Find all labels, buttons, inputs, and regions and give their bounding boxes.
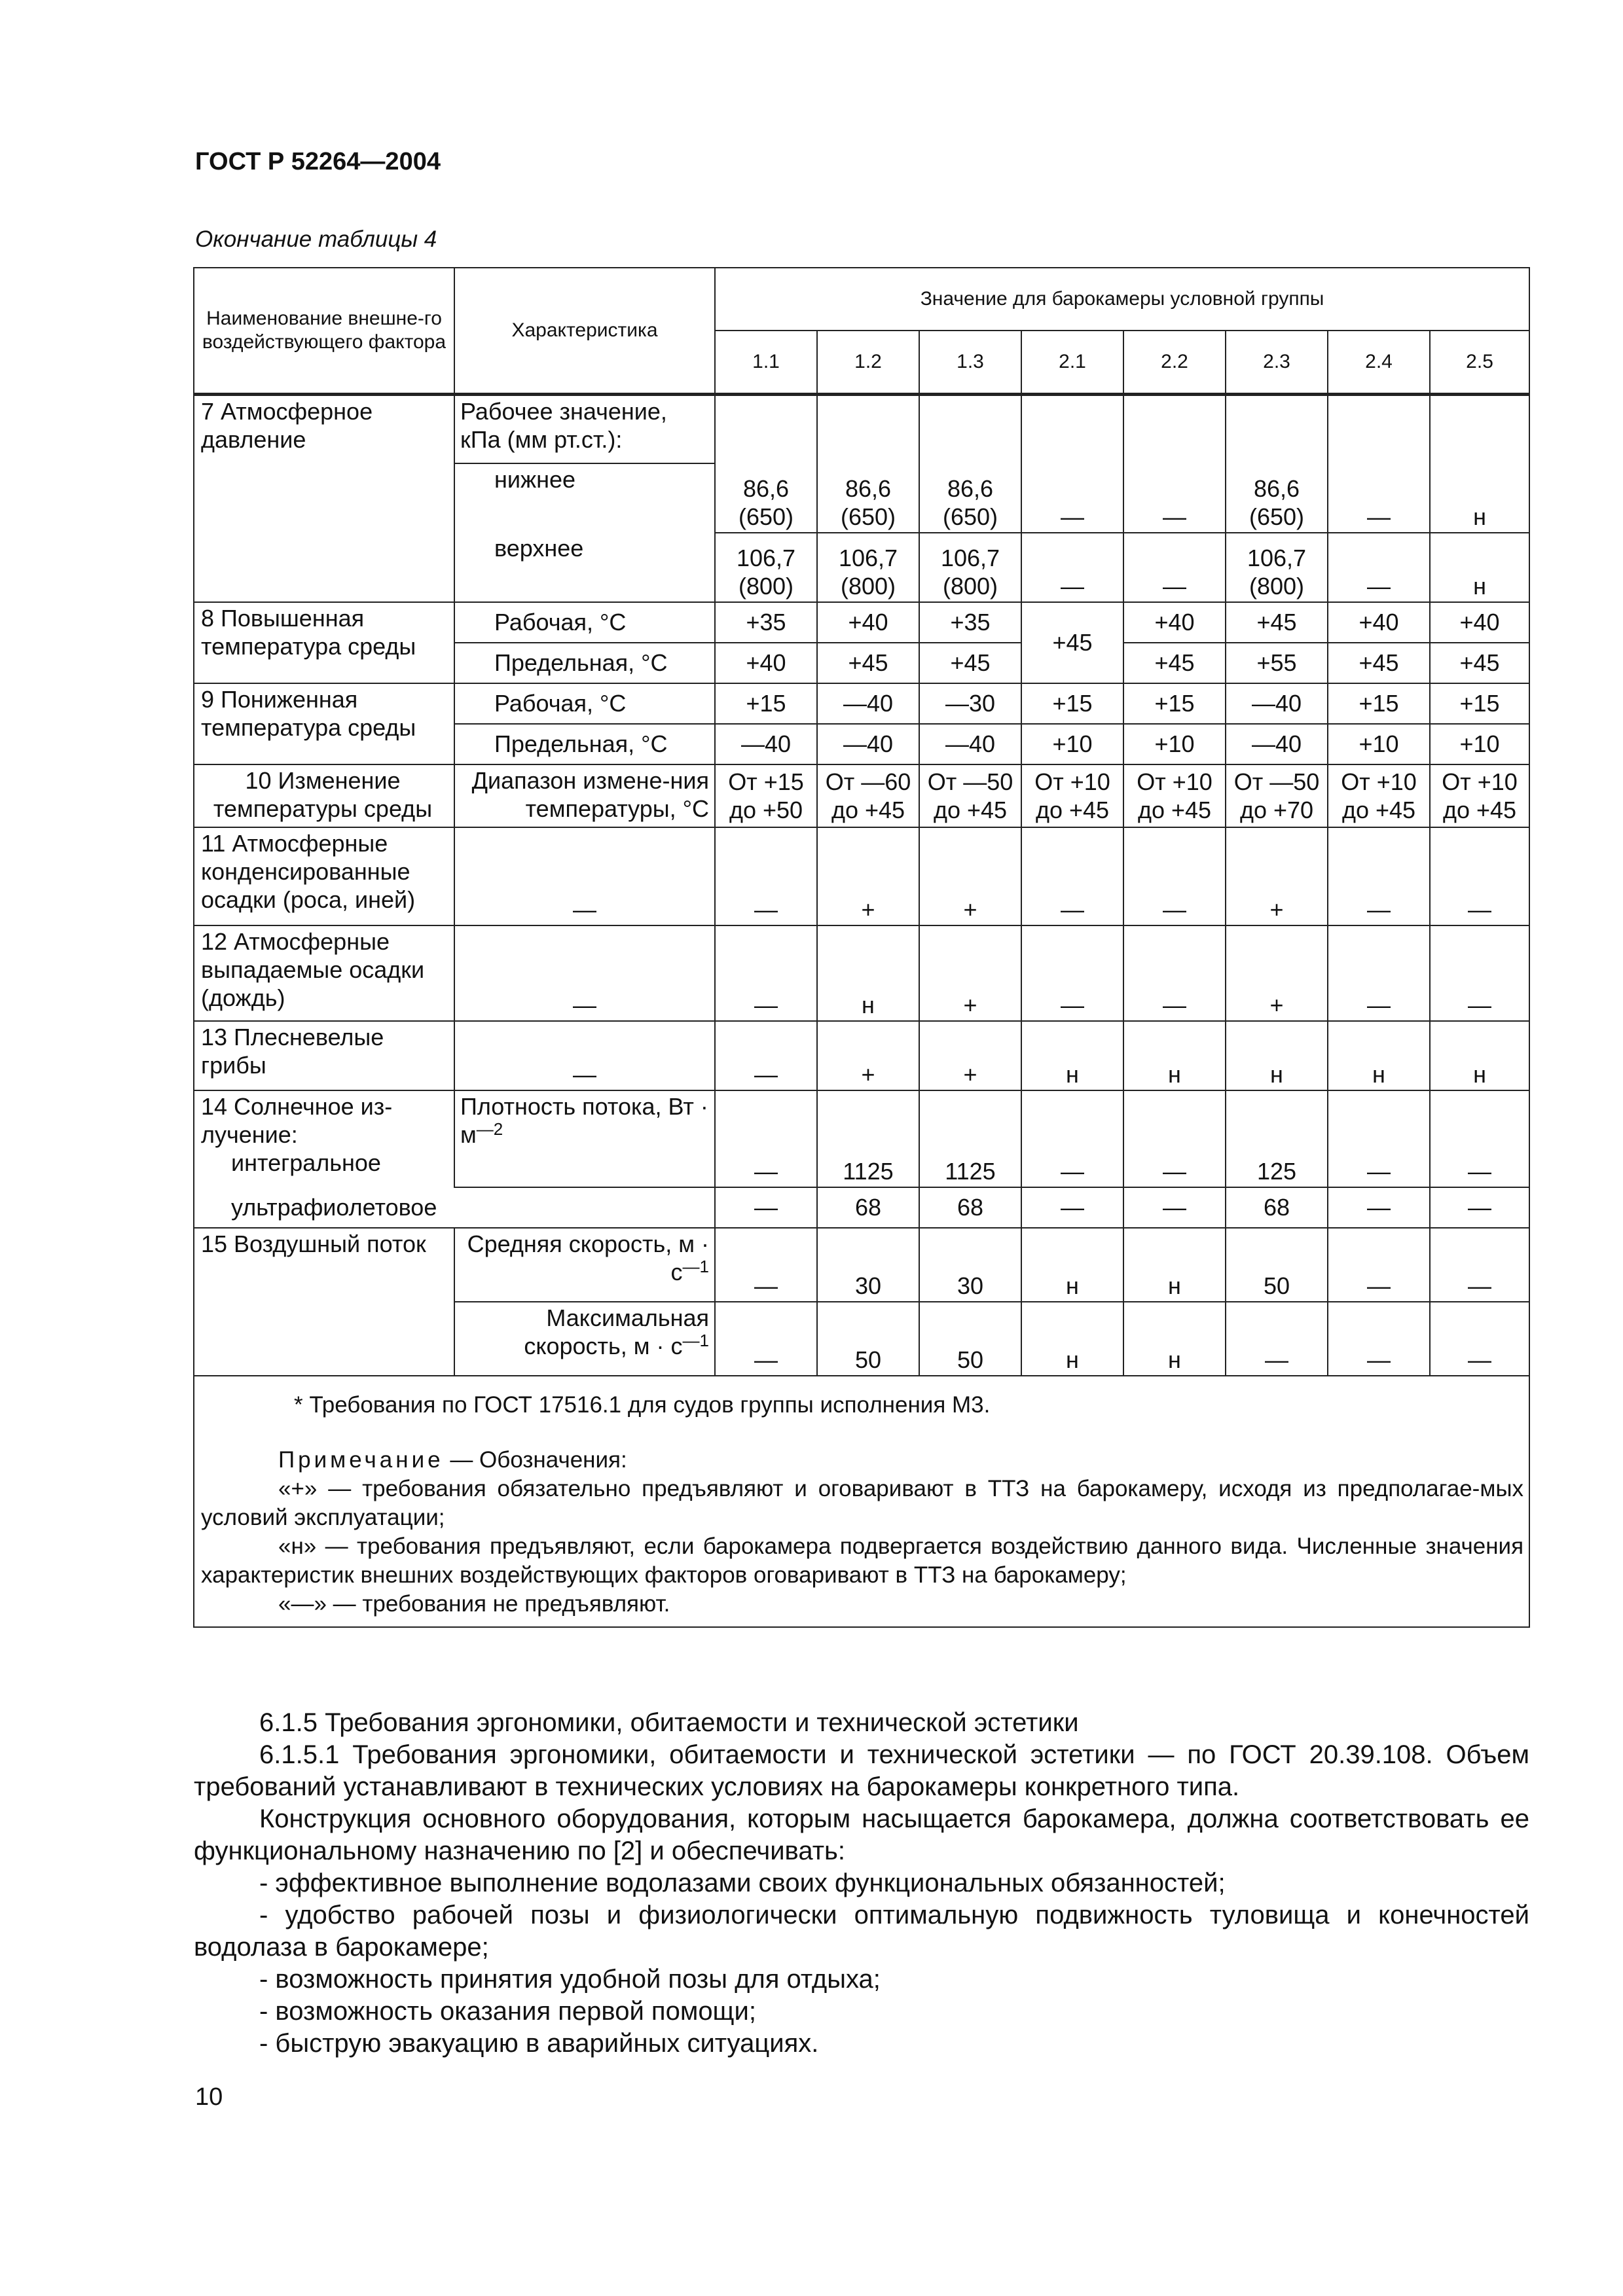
value-cell: От —50 до +45 (919, 764, 1021, 827)
value-cell: + (1226, 827, 1328, 925)
characteristic-cell: Рабочая, °С (454, 602, 715, 643)
footnote: * Требования по ГОСТ 17516.1 для судов группы исполнения М3. (294, 1391, 991, 1418)
body-text (194, 1707, 1529, 2060)
value-cell: От +10 до +45 (1123, 764, 1226, 827)
value-cell: — (715, 1228, 817, 1302)
value-cell: — (1430, 1302, 1529, 1376)
group-header: 2.5 (1430, 331, 1529, 395)
value-cell: +15 (715, 683, 817, 724)
value-cell: н (817, 925, 919, 1021)
value-cell: — (715, 1302, 817, 1376)
table-row (194, 925, 1529, 1021)
value-cell: + (919, 827, 1021, 925)
value-cell: 86,6 (650) (817, 463, 919, 533)
value-cell: 106,7 (800) (919, 533, 1021, 602)
value-cell: +10 (1328, 724, 1430, 764)
value-cell: +45 (919, 643, 1021, 683)
factor-cell: 11 Атмосферные конденсированные осадки (роса, иней) (194, 827, 454, 925)
value-cell: — (1430, 1090, 1529, 1187)
characteristic-exponent: —1 (682, 1256, 709, 1276)
value-cell: +35 (919, 602, 1021, 643)
value-cell: 50 (817, 1302, 919, 1376)
table-container (193, 267, 1529, 1628)
value-cell: — (1328, 925, 1430, 1021)
value-cell: — (1123, 925, 1226, 1021)
table-notes-row (194, 1376, 1529, 1627)
characteristic-cell: Предельная, °С (454, 643, 715, 683)
table-caption: Окончание таблицы 4 (195, 226, 437, 252)
value-cell: 125 (1226, 1090, 1328, 1187)
value-cell: н (1226, 1021, 1328, 1090)
value-cell: +15 (1021, 683, 1123, 724)
section-heading: 6.1.5 Требования эргономики, обитаемости и технической эстетики (259, 1708, 1079, 1737)
value-cell: + (817, 1021, 919, 1090)
value-cell: 106,7 (800) (1226, 533, 1328, 602)
note-heading-rest: — Обозначения: (443, 1446, 627, 1473)
value-cell: —30 (919, 683, 1021, 724)
value-cell: От +10 до +45 (1021, 764, 1123, 827)
value-cell: +45 (1328, 643, 1430, 683)
factor-label: 14 Солнечное из-лучение: (201, 1092, 393, 1148)
characteristic-label: нижнее (494, 465, 575, 493)
value-cell: 86,6 (650) (715, 463, 817, 533)
document-code: ГОСТ Р 52264—2004 (195, 148, 441, 175)
value-cell: н (1021, 1302, 1123, 1376)
characteristic-cell (454, 533, 715, 602)
value-cell: н (1123, 1228, 1226, 1302)
factor-cell: 10 Изменение температуры среды (194, 764, 454, 827)
value-cell: н (1123, 1302, 1226, 1376)
note-word: Примечание (278, 1446, 444, 1473)
note-dash: «—» — требования не предъявляют. (278, 1590, 670, 1617)
characteristic-cell (454, 1090, 715, 1187)
characteristic-cell: Рабочая, °С (454, 683, 715, 724)
value-cell: — (1021, 1090, 1123, 1187)
paragraph: Конструкция основного оборудования, которым насыщается барокамера, должна соответствовать ее функциональному назначению по [2] и обеспечивать: (194, 1804, 1529, 1865)
table-row (194, 764, 1529, 827)
list-item: - возможность принятия удобной позы для отдыха; (259, 1965, 881, 1994)
value-cell: — (1328, 1228, 1430, 1302)
value-cell: — (1123, 827, 1226, 925)
group-header: 2.1 (1021, 331, 1123, 395)
value-cell: н (1123, 1021, 1226, 1090)
page-number: 10 (195, 2083, 223, 2111)
value-cell: —40 (817, 724, 919, 764)
group-header: 1.2 (817, 331, 919, 395)
factor-cell: 8 Повышенная температура среды (194, 602, 454, 683)
group-header: 1.3 (919, 331, 1021, 395)
factor-sublabel: ультрафиолетовое (194, 1187, 715, 1228)
value-cell: —40 (1226, 683, 1328, 724)
characteristic-cell (454, 1302, 715, 1376)
factor-cell: 12 Атмосферные выпадаемые осадки (дождь) (194, 925, 454, 1021)
value-cell: 86,6 (650) (1226, 463, 1328, 533)
characteristic-exponent: —2 (476, 1119, 503, 1139)
characteristic-cell: — (454, 925, 715, 1021)
group-header: 2.2 (1123, 331, 1226, 395)
value-cell: + (817, 827, 919, 925)
value-cell: 1125 (919, 1090, 1021, 1187)
characteristic-cell: — (454, 1021, 715, 1090)
value-cell: +15 (1328, 683, 1430, 724)
value-cell: — (1328, 1187, 1430, 1228)
group-header: 1.1 (715, 331, 817, 395)
table-row (194, 1021, 1529, 1090)
value-cell: —40 (715, 724, 817, 764)
value-cell: — (1123, 463, 1226, 533)
value-cell: 68 (817, 1187, 919, 1228)
value-cell: +45 (1123, 643, 1226, 683)
value-cell: +45 (1021, 602, 1123, 683)
header-group-values: Значение для барокамеры условной группы (715, 268, 1529, 331)
table-row (194, 1090, 1529, 1187)
table-row (194, 395, 1529, 463)
factor-cell (194, 395, 454, 602)
value-cell: +40 (817, 602, 919, 643)
table-notes (194, 1376, 1529, 1627)
value-cell: +10 (1021, 724, 1123, 764)
value-cell: — (715, 1090, 817, 1187)
value-cell: — (1430, 925, 1529, 1021)
header-characteristic: Характеристика (454, 268, 715, 395)
value-cell: — (1021, 827, 1123, 925)
value-cell: От +10 до +45 (1328, 764, 1430, 827)
table-row (194, 827, 1529, 925)
value-cell: 30 (919, 1228, 1021, 1302)
value-cell: От +15 до +50 (715, 764, 817, 827)
note-plus: «+» — требования обязательно предъявляют и оговаривают в ТТЗ на барокамеру, исходя из предполагае-мых условий эксплуатации; (201, 1475, 1524, 1530)
value-cell: — (1021, 1187, 1123, 1228)
value-cell: 106,7 (800) (817, 533, 919, 602)
characteristic-label: верхнее (494, 534, 584, 562)
value-cell: От +10 до +45 (1430, 764, 1529, 827)
value-cell: 68 (1226, 1187, 1328, 1228)
value-cell: +40 (1123, 602, 1226, 643)
value-cell: +15 (1123, 683, 1226, 724)
list-item: - возможность оказания первой помощи; (259, 1997, 756, 2026)
value-cell: 50 (1226, 1228, 1328, 1302)
paragraph: 6.1.5.1 Требования эргономики, обитаемости и технической эстетики — по ГОСТ 20.39.108. Объем требований устанавливают в технических условиях на барокамеры конкретного типа. (194, 1740, 1529, 1801)
value-cell: н (1021, 1021, 1123, 1090)
value-cell: От —50 до +70 (1226, 764, 1328, 827)
characteristic-cell: Диапазон измене-ния температуры, °С (454, 764, 715, 827)
value-cell: — (1021, 533, 1123, 602)
characteristic-cell: Предельная, °С (454, 724, 715, 764)
value-cell: + (919, 925, 1021, 1021)
value-cell: +10 (1430, 724, 1529, 764)
value-cell: н (1021, 1228, 1123, 1302)
value-cell: — (715, 1187, 817, 1228)
value-cell: — (1123, 533, 1226, 602)
list-item: - быструю эвакуацию в аварийных ситуациях. (259, 2029, 819, 2058)
value-cell: — (1430, 827, 1529, 925)
value-cell: — (1123, 1090, 1226, 1187)
value-cell: — (1328, 1302, 1430, 1376)
value-cell: +15 (1430, 683, 1529, 724)
group-header: 2.4 (1328, 331, 1430, 395)
value-cell: —40 (919, 724, 1021, 764)
value-cell: н (1328, 1021, 1430, 1090)
characteristic-cell (454, 463, 715, 533)
value-cell: н (1430, 533, 1529, 602)
characteristic-label: Максимальная скорость, м · с (524, 1304, 709, 1359)
value-cell: От —60 до +45 (817, 764, 919, 827)
value-cell: —40 (1226, 724, 1328, 764)
characteristic-cell (454, 1228, 715, 1302)
factor-cell: 9 Пониженная температура среды (194, 683, 454, 764)
value-cell: — (715, 1021, 817, 1090)
value-cell: н (1430, 463, 1529, 533)
table-row (194, 683, 1529, 724)
note-heading (201, 1446, 1523, 1475)
table-row (194, 1228, 1529, 1302)
value-cell: 1125 (817, 1090, 919, 1187)
value-cell: 68 (919, 1187, 1021, 1228)
value-cell: — (1430, 1228, 1529, 1302)
value-cell: —40 (817, 683, 919, 724)
table-row (194, 602, 1529, 643)
value-cell: +45 (817, 643, 919, 683)
header-factor: Наименование внешне-го воздействующего фактора (194, 268, 454, 395)
value-cell: +10 (1123, 724, 1226, 764)
value-cell: 86,6 (650) (919, 463, 1021, 533)
table-row (194, 1187, 1529, 1228)
value-cell: + (1226, 925, 1328, 1021)
value-cell: 106,7 (800) (715, 533, 817, 602)
value-cell: н (1430, 1021, 1529, 1090)
factor-sublabel: интегральное (231, 1149, 381, 1176)
value-cell: 50 (919, 1302, 1021, 1376)
value-cell: +45 (1430, 643, 1529, 683)
value-cell: — (1226, 1302, 1328, 1376)
factor-cell (194, 1090, 454, 1187)
value-cell: — (1123, 1187, 1226, 1228)
value-cell: 30 (817, 1228, 919, 1302)
value-cell: +55 (1226, 643, 1328, 683)
value-cell: — (1021, 463, 1123, 533)
characteristic-label: Плотность потока, Вт · м (460, 1092, 708, 1148)
factor-label: 7 Атмосферное давление (201, 398, 373, 453)
characteristic-cell: Рабочее значение, кПа (мм рт.ст.): (454, 395, 715, 463)
list-item: - удобство рабочей позы и физиологически оптимальную подвижность туловища и конечностей водолаза в барокамере; (194, 1901, 1529, 1962)
note-n: «н» — требования предъявляют, если барокамера подвергается воздействию данного вида. Численные значения характеристик внешних воздействующих факторов оговаривают в ТТЗ на барокамеру; (201, 1533, 1524, 1588)
factor-cell: 15 Воздушный поток (194, 1228, 454, 1376)
value-cell: +45 (1226, 602, 1328, 643)
value-cell: +40 (715, 643, 817, 683)
value-cell: +40 (1328, 602, 1430, 643)
requirements-table (193, 267, 1530, 1628)
value-cell: + (919, 1021, 1021, 1090)
value-cell: +35 (715, 602, 817, 643)
value-cell: — (1430, 1187, 1529, 1228)
characteristic-cell: — (454, 827, 715, 925)
characteristic-label: Средняя скорость, м · с (467, 1230, 709, 1285)
value-cell: — (715, 925, 817, 1021)
value-cell: — (1328, 1090, 1430, 1187)
list-item: - эффективное выполнение водолазами своих функциональных обязанностей; (259, 1869, 1226, 1897)
group-header: 2.3 (1226, 331, 1328, 395)
factor-cell: 13 Плесневелые грибы (194, 1021, 454, 1090)
characteristic-exponent: —1 (682, 1330, 709, 1350)
value-cell: — (715, 827, 817, 925)
value-cell: — (1328, 463, 1430, 533)
value-cell: — (1328, 827, 1430, 925)
value-cell: — (1021, 925, 1123, 1021)
value-cell: — (1328, 533, 1430, 602)
value-cell: +40 (1430, 602, 1529, 643)
